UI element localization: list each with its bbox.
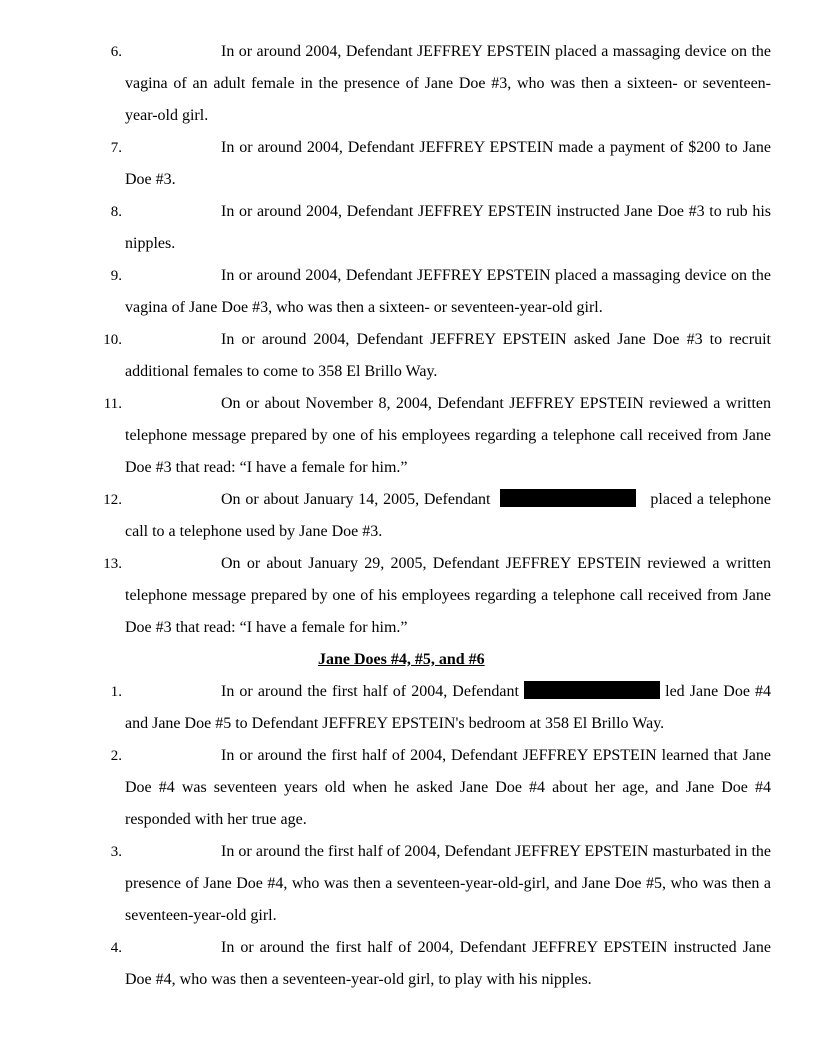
paragraph-s2-2: [0, 740, 816, 836]
paragraph-s2-3: [0, 836, 816, 932]
paragraph-number: 4.: [110, 940, 122, 956]
paragraph-10: [0, 324, 816, 388]
paragraph-number: 6.: [110, 44, 122, 60]
paragraph-text: In or around 2004, Defendant JEFFREY EPSTEIN placed a massaging device on the vagina of an adult female in the presence of Jane Doe #3, who was then a sixteen- or seventeen-year-old girl.: [125, 43, 771, 124]
paragraph-number: 8.: [110, 204, 122, 220]
paragraph-number: 11.: [103, 396, 122, 412]
paragraph-text: In or around 2004, Defendant JEFFREY EPSTEIN made a payment of $200 to Jane Doe #3.: [125, 139, 771, 188]
paragraph-number: 13.: [103, 556, 122, 572]
paragraph-number: 7.: [110, 140, 122, 156]
paragraph-text: In or around 2004, Defendant JEFFREY EPSTEIN instructed Jane Doe #3 to rub his nipples.: [125, 203, 771, 252]
paragraph-s2-1: [0, 676, 816, 740]
paragraph-number: 10.: [103, 332, 122, 348]
paragraph-text-before-redaction: On or about January 14, 2005, Defendant: [221, 491, 491, 508]
paragraph-text: In or around 2004, Defendant JEFFREY EPSTEIN asked Jane Doe #3 to recruit additional females to come to 358 El Brillo Way.: [125, 331, 771, 380]
paragraph-text: [125, 676, 771, 740]
redaction-box: [500, 489, 636, 507]
section-heading: Jane Does #4, #5, and #6: [318, 651, 485, 668]
paragraph-text: In or around the first half of 2004, Defendant JEFFREY EPSTEIN instructed Jane Doe #4, who was then a seventeen-year-old girl, to play with his nipples.: [125, 939, 771, 988]
paragraph-number: 9.: [110, 268, 122, 284]
paragraph-number: 3.: [110, 844, 122, 860]
paragraph-6: [0, 36, 816, 132]
paragraph-13: [0, 548, 816, 644]
paragraph-12: [0, 484, 816, 548]
paragraph-text: On or about November 8, 2004, Defendant JEFFREY EPSTEIN reviewed a written telephone message prepared by one of his employees regarding a telephone call received from Jane Doe #3 that read: “I have a female for him.”: [125, 395, 771, 476]
paragraph-text: In or around the first half of 2004, Defendant JEFFREY EPSTEIN masturbated in the presence of Jane Doe #4, who was then a seventeen-year-old-girl, and Jane Doe #5, who was then a seventeen-year-old girl.: [125, 843, 771, 924]
paragraph-text: On or about January 29, 2005, Defendant JEFFREY EPSTEIN reviewed a written telephone message prepared by one of his employees regarding a telephone call received from Jane Doe #3 that read: “I have a female for him.”: [125, 555, 771, 636]
paragraph-text: In or around 2004, Defendant JEFFREY EPSTEIN placed a massaging device on the vagina of Jane Doe #3, who was then a sixteen- or seventeen-year-old girl.: [125, 267, 771, 316]
paragraph-text-before-redaction: In or around the first half of 2004, Defendant: [221, 683, 519, 700]
paragraph-text-after-redaction: placed a telephone call to a telephone used by Jane Doe #3.: [125, 491, 772, 540]
paragraph-number: 12.: [103, 492, 122, 508]
redaction-box: [524, 681, 660, 699]
paragraph-8: [0, 196, 816, 260]
paragraph-s2-4: [0, 932, 816, 996]
paragraph-text: In or around the first half of 2004, Defendant JEFFREY EPSTEIN learned that Jane Doe #4 was seventeen years old when he asked Jane Doe #4 about her age, and Jane Doe #4 responded with her true age.: [125, 747, 771, 828]
document-page: [0, 36, 816, 996]
paragraph-text-after-redaction: led Jane Doe #4 and Jane Doe #5 to Defendant JEFFREY EPSTEIN's bedroom at 358 El Brillo Way.: [125, 683, 772, 732]
paragraph-number: 2.: [110, 748, 122, 764]
paragraph-9: [0, 260, 816, 324]
paragraph-7: [0, 132, 816, 196]
paragraph-11: [0, 388, 816, 484]
paragraph-number: 1.: [110, 684, 122, 700]
paragraph-text: [125, 484, 771, 548]
